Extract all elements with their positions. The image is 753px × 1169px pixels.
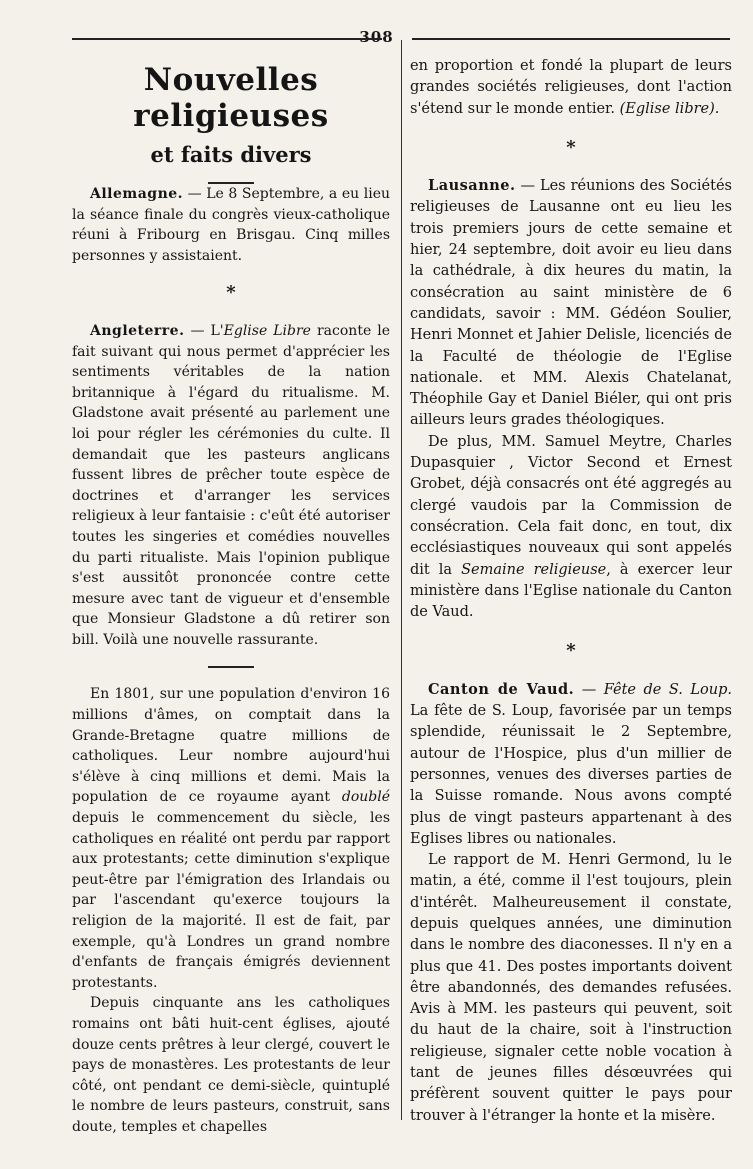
text-stats-b: depuis le commencement du siècle, les catholiques en réalité ont perdu par rapport aux protestants; cette diminution s'explique peut-être par l'émigration des Irlandais ou par l'ascendant qu'exerce toujours la religion de la majorité. Il est de fait, par exemple, qu'à Londres un grand nombre d'enfants de français émigrés deviennent protestants. (72, 810, 390, 991)
article-statistics-cont: Depuis cinquante ans les catholiques romains ont bâti huit-cent églises, ajouté douze cents prêtres à leur clergé, couvert le pays de monastères. Les protestants de leur côté, ont pendant ce demi-siècle, quintuplé le nombre de leurs pasteurs, construit, sans doute, temples et chapelles (72, 995, 390, 1135)
article-statistics (72, 684, 390, 993)
article-angleterre (72, 321, 390, 651)
text-stats-a: En 1801, sur une population d'environ 16 millions d'âmes, on comptait dans la Grande-Bretagne quatre millions de catholiques. Leur nombre aujourd'hui s'élève à cinq millions et demi. Mais la population de ce royaume ayant (72, 686, 390, 806)
text-allemagne: — Le 8 Septembre, a eu lieu la séance finale du congrès vieux-catholique réuni à Fribourg en Brisgau. Cinq milles personnes y assistaient. (72, 186, 390, 264)
masthead-subtitle: et faits divers (150, 142, 312, 167)
continuation-source: (Eglise libre). (619, 100, 720, 117)
heading-angleterre: Angleterre. (90, 322, 185, 339)
header-rule-right (412, 38, 730, 40)
page-number: 308 (359, 28, 394, 46)
italic-semaine: Semaine religieuse (461, 561, 607, 578)
article-allemagne (72, 184, 390, 266)
italic-fete: Fête de S. Loup. (603, 681, 733, 698)
continuation-paragraph (410, 56, 732, 120)
column-divider (401, 40, 402, 1120)
left-column (72, 52, 390, 1138)
heading-vaud: Canton de Vaud. (428, 680, 575, 698)
article-lausanne (410, 175, 732, 432)
text-vaud-a: La fête de S. Loup, favorisée par un temps splendide, réunissait le 2 Septembre, autour de l'Hospice, plus d'un millier de personnes, venues des diverses parties de la Suisse romande. Nous avons compté plus de vingt pasteurs appartenant à des Eglises libres ou nationales. (410, 703, 732, 847)
text-lausanne-a: — Les réunions des Sociétés religieuses de Lausanne ont eu lieu les trois premiers jours de cette semaine et hier, 24 septembre, doit avoir eu lieu dans la cathédrale, à dix heures du matin, la consécration au saint ministère de 6 candidats, savoir : MM. Gédéon Soulier, Henri Monnet et Jahier Delisle, licenciés de la Faculté de théologie de l'Eglise nationale. et MM. Alexis Chatelanat, Théophile Gay et Daniel Biéler, qui ont pris ailleurs leurs grades théologiques. (410, 178, 732, 429)
heading-allemagne: Allemagne. (90, 186, 184, 202)
section-star-right: * (566, 136, 576, 158)
right-column (410, 56, 732, 1127)
section-star-right-2: * (566, 640, 576, 662)
italic-double: doublé (341, 789, 390, 806)
text-lausanne-b2: , à exercer leur ministère dans l'Eglise nationale du Canton de Vaud. (410, 561, 732, 621)
article-vaud-cont: Le rapport de M. Henri Germond, lu le matin, a été, comme il l'est toujours, plein d'intérêt. Malheureusement il constate, depuis quelques années, une diminution dans le nombre des diaconesses. Il n'y en a plus que 41. Des postes importants doivent être abandonnés, des demandes refusées. Avis à MM. les pasteurs qui peuvent, soit du haut de la chaire, soit à l'instruction religieuse, signaler cette noble vocation à tant de jeunes filles désœuvrées qui préfèrent souvent quitter le pays pour trouver à l'étranger la honte et la misère. (410, 852, 732, 1124)
article-lausanne-cont (410, 432, 732, 624)
section-star: * (226, 282, 236, 304)
vaud-dash: — (574, 681, 604, 698)
italic-eglise-libre: Eglise Libre (223, 322, 311, 339)
heading-lausanne: Lausanne. (428, 177, 516, 195)
masthead-title: Nouvelles religieuses (133, 62, 329, 134)
article-vaud (410, 679, 732, 850)
text-angleterre-b: raconte le fait suivant qui nous permet d'apprécier les sentiments véritables de la nation britannique à l'égard du ritualisme. M. Gladstone avait présenté au parlement une loi pour régler les cérémonies du culte. Il demandait que les pasteurs anglicans fussent libres de prêcher toute espèce de doctrines et d'arranger les services religieux à leur fantaisie : c'eût été autoriser toutes les singeries et comédies nouvelles du parti ritualiste. Mais l'opinion publique s'est aussitôt prononcée contre cette mesure avec tant de vigueur et d'ensemble que Monsieur Gladstone a dû retirer son bill. Voilà une nouvelle rassurante. (72, 322, 391, 648)
text-lausanne-b1: De plus, MM. Samuel Meytre, Charles Dupasquier , Victor Second et Ernest Grobet, déjà consacrés ont été aggregés au clergé vaudois par la Commission de consécration. Cela fait donc, en tout, dix ecclésiastiques nouveaux qui sont appelés dit la (410, 433, 732, 578)
section-rule (208, 666, 254, 668)
continuation-text: en proportion et fondé la plupart de leurs grandes sociétés religieuses, dont l'action s'étend sur le monde entier. (410, 58, 732, 117)
text-angleterre-a: — L' (184, 322, 224, 339)
header-rule-left (72, 38, 382, 40)
